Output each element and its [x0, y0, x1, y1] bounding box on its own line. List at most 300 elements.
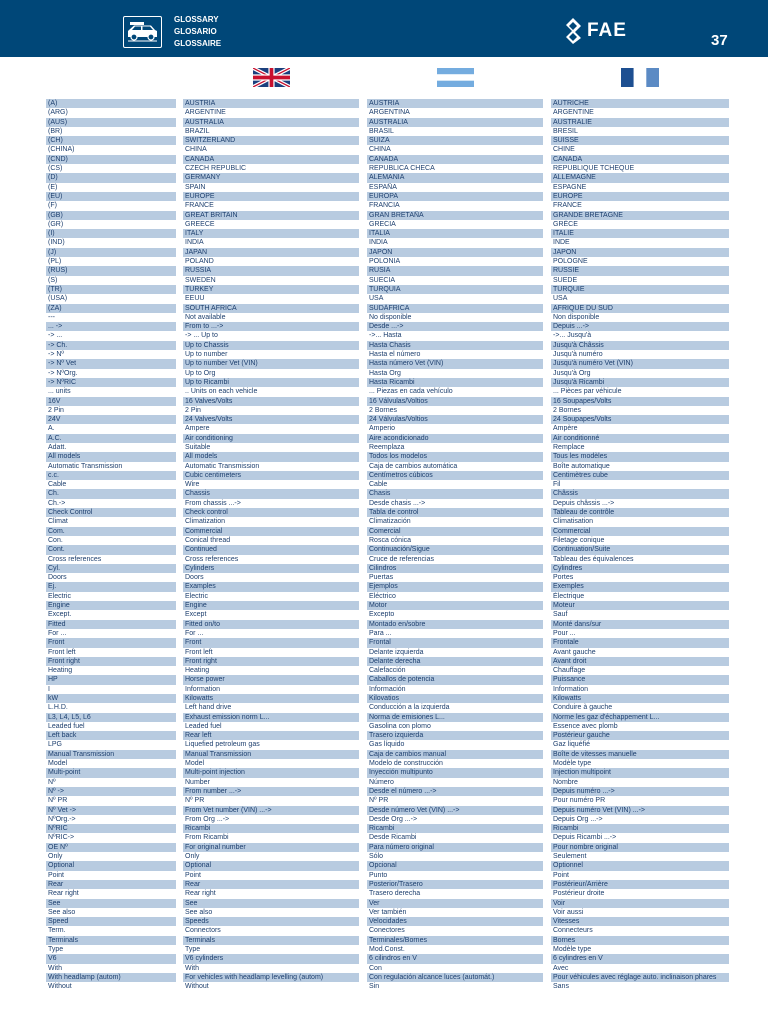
abbreviation-cell: Only: [48, 853, 63, 861]
french-cell: Continuation/Suite: [551, 545, 729, 554]
french-cell: AUSTRALIE: [551, 118, 729, 127]
spanish-cell: Rosca cónica: [369, 536, 412, 544]
english-cell: Conical thread: [185, 536, 231, 544]
abbreviation-cell: (IND): [48, 239, 65, 247]
spanish-cell: Desde el número ...->: [367, 787, 543, 796]
french-cell: Depuis numéro ...->: [551, 787, 729, 796]
french-cell: Filetage conique: [553, 536, 605, 544]
english-cell: Leaded fuel: [185, 722, 222, 730]
french-cell: TURQUIE: [551, 285, 729, 294]
english-cell: BRAZIL: [185, 127, 210, 135]
english-cell: Nº PR: [185, 797, 205, 805]
french-cell: SUISSE: [551, 136, 729, 145]
french-cell: POLOGNE: [553, 258, 588, 266]
french-cell: 16 Soupapes/Volts: [551, 397, 729, 406]
english-cell: Terminals: [183, 936, 359, 945]
abbreviation-cell: Ch.->: [48, 499, 66, 507]
abbreviation-cell: Climat: [48, 518, 68, 526]
abbreviation-cell: NºOrg.->: [48, 815, 76, 823]
spanish-cell: AUSTRALIA: [367, 118, 543, 127]
english-cell: 2 Pin: [185, 406, 201, 414]
english-cell: JAPAN: [183, 248, 359, 257]
abbreviation-cell: (GR): [48, 220, 64, 228]
english-cell: FRANCE: [185, 202, 214, 210]
fae-logo: [566, 18, 627, 44]
abbreviation-cell: Nº ->: [46, 787, 176, 796]
spanish-cell: Reemplaza: [369, 443, 405, 451]
french-cell: Ricambi: [551, 824, 729, 833]
abbreviation-cell: I: [48, 685, 50, 693]
abbreviation-column: [46, 99, 176, 992]
spanish-cell: Opcional: [367, 861, 543, 870]
abbreviation-cell: -> NºOrg.: [48, 369, 78, 377]
french-cell: INDE: [553, 239, 570, 247]
spanish-cell: Desde número Vet (VIN) ...->: [367, 806, 543, 815]
french-cell: Pour ...: [553, 629, 576, 637]
english-cell: Heating: [185, 667, 210, 675]
french-cell: Depuis numéro Vet (VIN) ...->: [551, 806, 729, 815]
french-cell: Norme les gaz d'échappement L...: [551, 713, 729, 722]
english-cell: Number: [185, 778, 210, 786]
english-cell: Rear: [183, 880, 359, 889]
french-cell: Exemples: [551, 582, 729, 591]
english-cell: Exhaust emission norm L...: [183, 713, 359, 722]
spanish-cell: Información: [369, 685, 406, 693]
english-cell: Check control: [183, 508, 359, 517]
french-cell: 6 cylindres en V: [551, 954, 729, 963]
spanish-cell: Todos los modelos: [367, 452, 543, 461]
title-spanish: GLOSARIO: [174, 27, 217, 36]
abbreviation-cell: (RUS): [46, 266, 176, 275]
english-cell: Cylinders: [183, 564, 359, 573]
french-cell: Modèle type: [553, 946, 592, 954]
french-cell: Monté dans/sur: [551, 620, 729, 629]
english-cell: ITALY: [183, 229, 359, 238]
spanish-cell: Desde Org ...->: [369, 815, 418, 823]
spanish-cell: ALEMANIA: [367, 173, 543, 182]
french-cell: Gaz liquéfié: [553, 741, 590, 749]
abbreviation-cell: V6: [46, 954, 176, 963]
english-cell: Point: [185, 871, 201, 879]
spanish-cell: AUSTRIA: [367, 99, 543, 108]
english-cell: Commercial: [183, 527, 359, 536]
abbreviation-cell: (J): [46, 248, 176, 257]
french-cell: Ampère: [553, 425, 578, 433]
english-cell: Engine: [183, 601, 359, 610]
spanish-cell: Para ...: [369, 629, 392, 637]
french-cell: Moteur: [551, 601, 729, 610]
abbreviation-cell: -> Nº Vet: [46, 359, 176, 368]
spanish-cell: CHINA: [369, 146, 391, 154]
english-cell: GREAT BRITAIN: [183, 211, 359, 220]
abbreviation-cell: (S): [48, 276, 58, 284]
abbreviation-cell: With headlamp (autom): [46, 973, 176, 982]
french-cell: Frontale: [551, 638, 729, 647]
french-cell: Point: [553, 871, 569, 879]
abbreviation-cell: L.H.D.: [48, 704, 68, 712]
spanish-cell: Sólo: [369, 853, 384, 861]
spanish-cell: Con regulación alcance luces (automát.): [367, 973, 543, 982]
spanish-cell: Eléctrico: [369, 592, 396, 600]
spanish-cell: Modelo de construcción: [369, 760, 443, 768]
french-cell: EUROPE: [551, 192, 729, 201]
spanish-cell: Posterior/Trasero: [367, 880, 543, 889]
spanish-cell: Centímetros cúbicos: [367, 471, 543, 480]
abbreviation-cell: (CS): [48, 165, 63, 173]
abbreviation-cell: (I): [46, 229, 176, 238]
abbreviation-cell: Ch.: [46, 489, 176, 498]
spanish-cell: Norma de emisiones L...: [367, 713, 543, 722]
english-cell: Ricambi: [183, 824, 359, 833]
abbreviation-cell: Cross references: [48, 555, 102, 563]
spanish-cell: 16 Válvulas/Voltios: [367, 397, 543, 406]
french-cell: Fil: [553, 481, 561, 489]
abbreviation-cell: Check Control: [46, 508, 176, 517]
abbreviation-cell: (AUS): [46, 118, 176, 127]
french-cell: FRANCE: [553, 202, 582, 210]
french-cell: Avant droit: [551, 657, 729, 666]
english-cell: Rear left: [183, 731, 359, 740]
spanish-cell: Terminales/Bornes: [367, 936, 543, 945]
french-cell: Bornes: [551, 936, 729, 945]
spanish-cell: FRANCIA: [369, 202, 400, 210]
english-cell: Examples: [183, 582, 359, 591]
french-cell: Cylindres: [551, 564, 729, 573]
english-cell: Up to Chassis: [183, 341, 359, 350]
english-cell: For ...: [185, 629, 204, 637]
english-cell: Automatic Transmission: [185, 462, 260, 470]
french-cell: BRESIL: [553, 127, 578, 135]
spanish-cell: Caballos de potencia: [367, 675, 543, 684]
french-cell: Connecteurs: [553, 927, 593, 935]
english-cell: Up to Ricambi: [183, 378, 359, 387]
abbreviation-cell: -> ...: [48, 332, 63, 340]
french-cell: ESPAGNE: [553, 183, 587, 191]
english-cell: RUSSIA: [183, 266, 359, 275]
english-cell: Up to number Vet (VIN): [183, 359, 359, 368]
spanish-cell: Gas líquido: [369, 741, 405, 749]
english-cell: All models: [183, 452, 359, 461]
abbreviation-cell: Electric: [48, 592, 71, 600]
abbreviation-cell: Cable: [48, 481, 67, 489]
spanish-cell: Desde Ricambi: [369, 834, 417, 842]
spanish-cell: Climatización: [369, 518, 411, 526]
spanish-cell: ARGENTINA: [369, 109, 410, 117]
french-cell: Jusqu'à Ricambi: [551, 378, 729, 387]
english-cell: 16 Valves/Volts: [183, 397, 359, 406]
french-cell: Châssis: [551, 489, 729, 498]
spanish-cell: Punto: [369, 871, 388, 879]
french-cell: Avant gauche: [553, 648, 596, 656]
spanish-cell: Amperio: [369, 425, 396, 433]
spanish-cell: Desde ...->: [367, 322, 543, 331]
spanish-cell: Para número original: [367, 843, 543, 852]
abbreviation-cell: (USA): [48, 295, 68, 303]
french-cell: Portes: [553, 574, 574, 582]
abbreviation-cell: Type: [48, 946, 64, 954]
abbreviation-cell: Fitted: [46, 620, 176, 629]
spanish-cell: BRASIL: [369, 127, 394, 135]
french-cell: Climatisation: [553, 518, 594, 526]
french-cell: ->... Jusqu'à: [553, 332, 592, 340]
abbreviation-cell: Doors: [48, 574, 67, 582]
english-cell: Kilowatts: [183, 694, 359, 703]
english-cell: Optional: [183, 861, 359, 870]
english-column: [183, 99, 359, 992]
french-cell: Modèle type: [553, 760, 592, 768]
english-cell: EUROPE: [183, 192, 359, 201]
french-cell: 2 Bornes: [553, 406, 582, 414]
english-cell: With: [185, 964, 199, 972]
french-cell: Vitesses: [551, 917, 729, 926]
english-cell: Type: [185, 946, 201, 954]
french-cell: SUEDE: [553, 276, 578, 284]
english-cell: See: [183, 899, 359, 908]
french-cell: Jusqu'à numéro: [553, 351, 603, 359]
french-cell: JAPON: [551, 248, 729, 257]
english-cell: Liquefied petroleum gas: [185, 741, 260, 749]
abbreviation-cell: (CND): [46, 155, 176, 164]
abbreviation-cell: 16V: [46, 397, 176, 406]
english-cell: -> ... Up to: [185, 332, 218, 340]
spanish-cell: Sin: [369, 983, 380, 991]
french-cell: Injection multipoint: [551, 768, 729, 777]
french-cell: Sauf: [553, 611, 568, 619]
french-cell: Remplace: [553, 443, 585, 451]
spanish-cell: Conectores: [369, 927, 405, 935]
abbreviation-cell: (CHINA): [48, 146, 75, 154]
french-cell: Voir: [551, 899, 729, 908]
abbreviation-cell: ... ->: [46, 322, 176, 331]
french-cell: GRÈCE: [553, 220, 578, 228]
french-cell: Sans: [553, 983, 569, 991]
spanish-cell: CANADA: [367, 155, 543, 164]
spanish-cell: ->... Hasta: [369, 332, 402, 340]
abbreviation-cell: Leaded fuel: [48, 722, 85, 730]
english-cell: Connectors: [185, 927, 221, 935]
abbreviation-cell: Heating: [48, 667, 73, 675]
spanish-cell: 24 Válvulas/Voltios: [367, 415, 543, 424]
abbreviation-cell: (D): [46, 173, 176, 182]
english-cell: Continued: [183, 545, 359, 554]
english-cell: Only: [185, 853, 200, 861]
french-cell: Postérieur/Arrière: [551, 880, 729, 889]
english-cell: From Ricambi: [185, 834, 229, 842]
english-cell: POLAND: [185, 258, 214, 266]
french-cell: Kilowatts: [551, 694, 729, 703]
english-cell: TURKEY: [183, 285, 359, 294]
spanish-cell: Trasero derecha: [369, 890, 421, 898]
spanish-cell: POLONIA: [369, 258, 401, 266]
french-cell: REPUBLIQUE TCHEQUE: [553, 165, 635, 173]
french-cell: Tableau de contrôle: [551, 508, 729, 517]
spanish-cell: Inyección multipunto: [367, 768, 543, 777]
abbreviation-cell: Com.: [46, 527, 176, 536]
abbreviation-cell: Manual Transmission: [46, 750, 176, 759]
spanish-cell: No disponible: [369, 313, 412, 321]
french-cell: Non disponible: [553, 313, 600, 321]
spanish-cell: Velocidades: [367, 917, 543, 926]
spanish-cell: Cruce de referencias: [369, 555, 434, 563]
abbreviation-cell: A.C.: [46, 434, 176, 443]
spanish-cell: Cable: [369, 481, 388, 489]
abbreviation-cell: (GB): [46, 211, 176, 220]
french-cell: Boîte de vitesses manuelle: [551, 750, 729, 759]
english-cell: From chassis ...->: [185, 499, 241, 507]
abbreviation-cell: Except.: [48, 611, 72, 619]
spanish-cell: Frontal: [367, 638, 543, 647]
spanish-cell: Aire acondicionado: [367, 434, 543, 443]
abbreviation-cell: NºRIC->: [48, 834, 75, 842]
spanish-cell: Ricambi: [367, 824, 543, 833]
english-cell: SWITZERLAND: [183, 136, 359, 145]
abbreviation-cell: ---: [48, 313, 55, 321]
spanish-cell: SUDÁFRICA: [367, 304, 543, 313]
english-cell: V6 cylinders: [183, 954, 359, 963]
abbreviation-cell: Ej.: [46, 582, 176, 591]
spanish-cell: Continuación/Sigue: [367, 545, 543, 554]
france-flag-icon: [621, 68, 659, 87]
french-cell: Jusqu'à numéro Vet (VIN): [551, 359, 729, 368]
english-cell: See also: [185, 908, 213, 916]
abbreviation-cell: (A): [46, 99, 176, 108]
spanish-cell: RUSIA: [367, 266, 543, 275]
spanish-cell: Hasta Chasis: [367, 341, 543, 350]
abbreviation-cell: Rear: [46, 880, 176, 889]
abbreviation-cell: (CH): [46, 136, 176, 145]
english-cell: GREECE: [185, 220, 215, 228]
abbreviation-cell: Front: [46, 638, 176, 647]
french-cell: ITALIE: [551, 229, 729, 238]
french-cell: Information: [553, 685, 589, 693]
english-cell: Ampere: [185, 425, 210, 433]
abbreviation-cell: Without: [48, 983, 72, 991]
abbreviation-cell: Con.: [48, 536, 63, 544]
page-number: 37: [711, 32, 728, 49]
french-cell: Avec: [553, 964, 569, 972]
english-cell: Horse power: [183, 675, 359, 684]
french-cell: Postérieur droite: [553, 890, 605, 898]
abbreviation-cell: Left back: [46, 731, 176, 740]
glossary-titles: [174, 14, 221, 50]
english-cell: 24 Valves/Volts: [183, 415, 359, 424]
english-cell: Up to Org: [185, 369, 216, 377]
abbreviation-cell: -> NºRIC: [46, 378, 176, 387]
spanish-cell: Gasolina con plomo: [369, 722, 431, 730]
english-cell: Cubic centimeters: [183, 471, 359, 480]
french-cell: Depuis Org ...->: [553, 815, 603, 823]
abbreviation-cell: Nº PR: [48, 797, 68, 805]
english-cell: Information: [185, 685, 221, 693]
english-cell: From Vet number (VIN) ...->: [183, 806, 359, 815]
english-cell: Chassis: [183, 489, 359, 498]
abbreviation-cell: (E): [48, 183, 58, 191]
french-cell: CHINE: [553, 146, 575, 154]
english-cell: EEUU: [185, 295, 205, 303]
spanish-cell: SUIZA: [367, 136, 543, 145]
french-cell: Depuis châssis ...->: [553, 499, 615, 507]
spanish-cell: Motor: [367, 601, 543, 610]
abbreviation-cell: (F): [48, 202, 57, 210]
spanish-cell: Hasta número Vet (VIN): [367, 359, 543, 368]
french-cell: Chauffage: [553, 667, 586, 675]
abbreviation-cell: Point: [48, 871, 64, 879]
english-cell: Front left: [185, 648, 213, 656]
spanish-cell: Kilovatios: [367, 694, 543, 703]
french-cell: Optionnel: [551, 861, 729, 870]
french-cell: Jusqu'à Châssis: [551, 341, 729, 350]
english-cell: GERMANY: [183, 173, 359, 182]
spanish-cell: Hasta Org: [369, 369, 401, 377]
spanish-cell: JAPÓN: [367, 248, 543, 257]
french-cell: AFRIQUE DU SUD: [551, 304, 729, 313]
abbreviation-cell: (PL): [48, 258, 62, 266]
spanish-cell: Mod.Const.: [369, 946, 405, 954]
spanish-cell: Puertas: [369, 574, 394, 582]
english-cell: INDIA: [185, 239, 204, 247]
french-cell: Boîte automatique: [553, 462, 610, 470]
page-header: [0, 0, 768, 57]
english-cell: Fitted on/to: [183, 620, 359, 629]
spanish-cell: Conducción a la izquierda: [369, 704, 450, 712]
spanish-cell: GRAN BRETAÑA: [367, 211, 543, 220]
abbreviation-cell: L3, L4, L5, L6: [46, 713, 176, 722]
abbreviation-cell: -> Nº: [48, 351, 64, 359]
abbreviation-cell: Terminals: [46, 936, 176, 945]
english-cell: Speeds: [183, 917, 359, 926]
fae-logo-icon: [566, 18, 581, 44]
english-cell: Except: [185, 611, 207, 619]
spanish-cell: Chasis: [367, 489, 543, 498]
spanish-cell: Ver: [367, 899, 543, 908]
english-cell: CHINA: [185, 146, 207, 154]
spanish-column: [367, 99, 543, 992]
abbreviation-cell: (ZA): [46, 304, 176, 313]
abbreviation-cell: Cont.: [46, 545, 176, 554]
spanish-cell: ESPAÑA: [369, 183, 397, 191]
english-cell: Cross references: [185, 555, 239, 563]
abbreviation-cell: NºRIC: [46, 824, 176, 833]
english-cell: Doors: [185, 574, 204, 582]
spanish-cell: Caja de cambios automática: [369, 462, 458, 470]
english-cell: Not available: [185, 313, 226, 321]
spanish-cell: Cilindros: [367, 564, 543, 573]
abbreviation-cell: (ARG): [48, 109, 68, 117]
spanish-cell: Delante derecha: [367, 657, 543, 666]
abbreviation-cell: OE Nº: [46, 843, 176, 852]
english-cell: Rear right: [185, 890, 216, 898]
english-cell: ARGENTINE: [185, 109, 226, 117]
english-cell: SOUTH AFRICA: [183, 304, 359, 313]
spanish-cell: Con: [369, 964, 382, 972]
english-cell: Wire: [185, 481, 200, 489]
spanish-cell: 6 cilindros en V: [367, 954, 543, 963]
french-cell: USA: [553, 295, 568, 303]
french-cell: Seulement: [553, 853, 587, 861]
spanish-cell: ... Piezas en cada vehículo: [369, 388, 453, 396]
french-cell: ARGENTINE: [553, 109, 594, 117]
abbreviation-cell: Optional: [46, 861, 176, 870]
abbreviation-cell: c.c.: [46, 471, 176, 480]
abbreviation-cell: 2 Pin: [48, 406, 64, 414]
french-cell: GRANDE BRETAGNE: [551, 211, 729, 220]
abbreviation-cell: Speed: [46, 917, 176, 926]
abbreviation-cell: Rear right: [48, 890, 79, 898]
spanish-cell: TURQUIA: [367, 285, 543, 294]
abbreviation-cell: See also: [48, 908, 76, 916]
english-cell: CZECH REPUBLIC: [185, 165, 247, 173]
french-cell: ALLEMAGNE: [551, 173, 729, 182]
